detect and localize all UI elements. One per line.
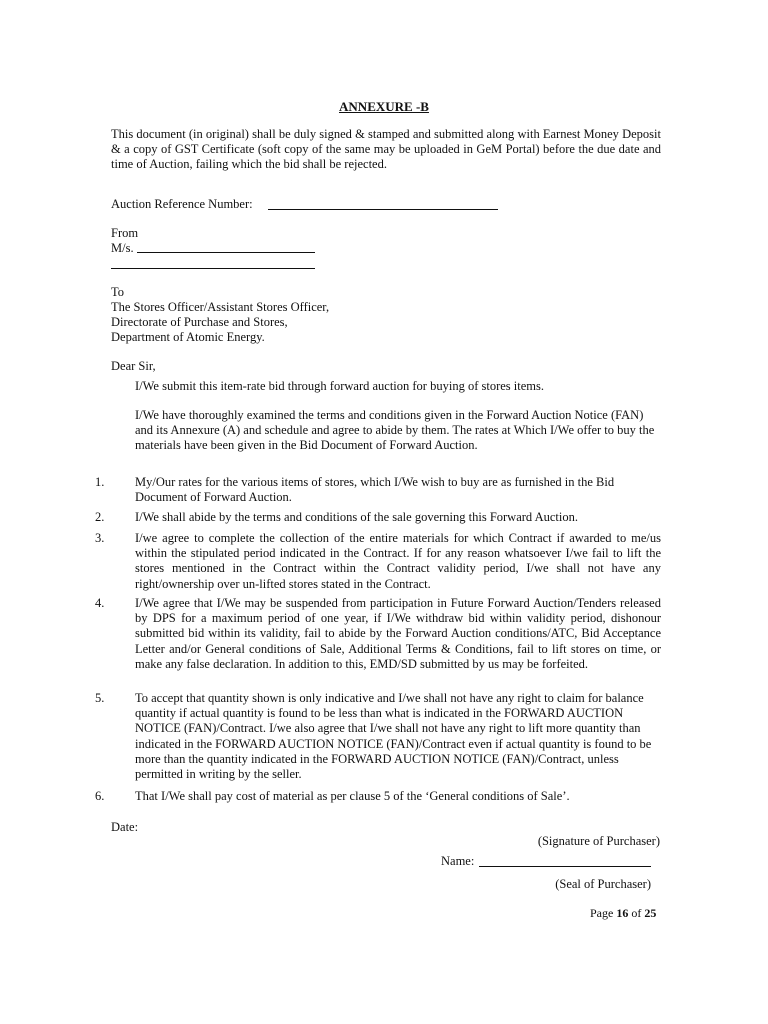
item-number: 3. bbox=[95, 531, 105, 545]
seal-label: (Seal of Purchaser) bbox=[555, 877, 651, 891]
item-number: 1. bbox=[95, 475, 105, 489]
annexure-title: ANNEXURE -B bbox=[339, 99, 429, 114]
list-item: To accept that quantity shown is only indicative and I/we shall not have any right to claim for balance quantity if actual quantity is found to be less than what is indicated in the FORWARD AUCTION NOTICE (FAN)/Contract. I/we also agree that I/we shall not have any right to lift more quantity than indicated in the FORWARD AUCTION NOTICE (FAN)/Contract even if actual quantity is found to be more than the quantity indicated in the FORWARD AUCTION NOTICE (FAN)/Contract, unless permitted in writing by the seller. bbox=[135, 691, 652, 782]
paragraph-1: I/We submit this item-rate bid through forward auction for buying of stores items. bbox=[135, 379, 544, 393]
list-item: I/we agree to complete the collection of the entire materials for which Contract if awarded to me/us within the stipulated period indicated in the Contract. If for any reason whatsoever I/we fail to lift the stores mentioned in the Contract within the Contract validity period, I/we shall not have any right/ownership over un-lifted stores stated in the Contract. bbox=[135, 531, 661, 591]
date-label: Date: bbox=[111, 820, 139, 834]
name-label: Name: bbox=[441, 854, 475, 868]
auction-ref-label: Auction Reference Number: bbox=[111, 197, 253, 211]
ms-blank bbox=[137, 252, 315, 253]
page-current: 16 bbox=[616, 906, 629, 920]
list-item: My/Our rates for the various items of stores, which I/We wish to buy are as furnished in the Bid Document of Forward Auction. bbox=[135, 475, 615, 505]
auction-ref-blank bbox=[268, 209, 498, 210]
to-line-2: Directorate of Purchase and Stores, bbox=[111, 315, 288, 329]
ms-label: M/s. bbox=[111, 241, 134, 255]
item-number: 5. bbox=[95, 691, 105, 705]
item-number: 2. bbox=[95, 510, 105, 524]
signature-label: (Signature of Purchaser) bbox=[537, 834, 660, 848]
intro-paragraph: This document (in original) shall be duly signed & stamped and submitted along with Earnest Money Deposit & a copy of GST Certificate (soft copy of the same may be uploaded in GeM Portal) before the due date and time of Auction, failing which the bid shall be rejected. bbox=[111, 127, 661, 172]
item-number: 4. bbox=[95, 596, 105, 610]
salutation: Dear Sir, bbox=[111, 359, 156, 373]
list-item: I/We agree that I/We may be suspended from participation in Future Forward Auction/Tenders released by DPS for a maximum period of one year, if I/We withdraw bid within validity period, dishonour submitted bid within its validity, fail to abide by the Forward Auction conditions/ATC, Bid Acceptance Letter and/or General conditions of Sale, Additional Terms & Conditions, fail to lift stores on time, or make any false declaration. In addition to this, EMD/SD submitted by us may be forfeited. bbox=[135, 596, 661, 671]
page-total: 25 bbox=[644, 906, 657, 920]
page-word: Page bbox=[590, 906, 614, 920]
to-line-1: The Stores Officer/Assistant Stores Officer, bbox=[111, 300, 330, 314]
to-line-3: Department of Atomic Energy. bbox=[111, 330, 265, 344]
page-number bbox=[590, 906, 656, 921]
to-label: To bbox=[111, 285, 125, 299]
list-item: That I/We shall pay cost of material as per clause 5 of the ‘General conditions of Sale’. bbox=[135, 789, 570, 803]
paragraph-2: I/We have thoroughly examined the terms and conditions given in the Forward Auction Notice (FAN) and its Annexure (A) and schedule and agree to abide by them. The rates at Which I/We offer to buy the materials have been given in the Bid Document of Forward Auction. bbox=[135, 408, 655, 453]
page-of: of bbox=[631, 906, 642, 920]
item-number: 6. bbox=[95, 789, 105, 803]
address-blank bbox=[111, 268, 315, 269]
from-label: From bbox=[111, 226, 139, 240]
list-item: I/We shall abide by the terms and conditions of the sale governing this Forward Auction. bbox=[135, 510, 578, 524]
name-blank bbox=[479, 866, 651, 867]
